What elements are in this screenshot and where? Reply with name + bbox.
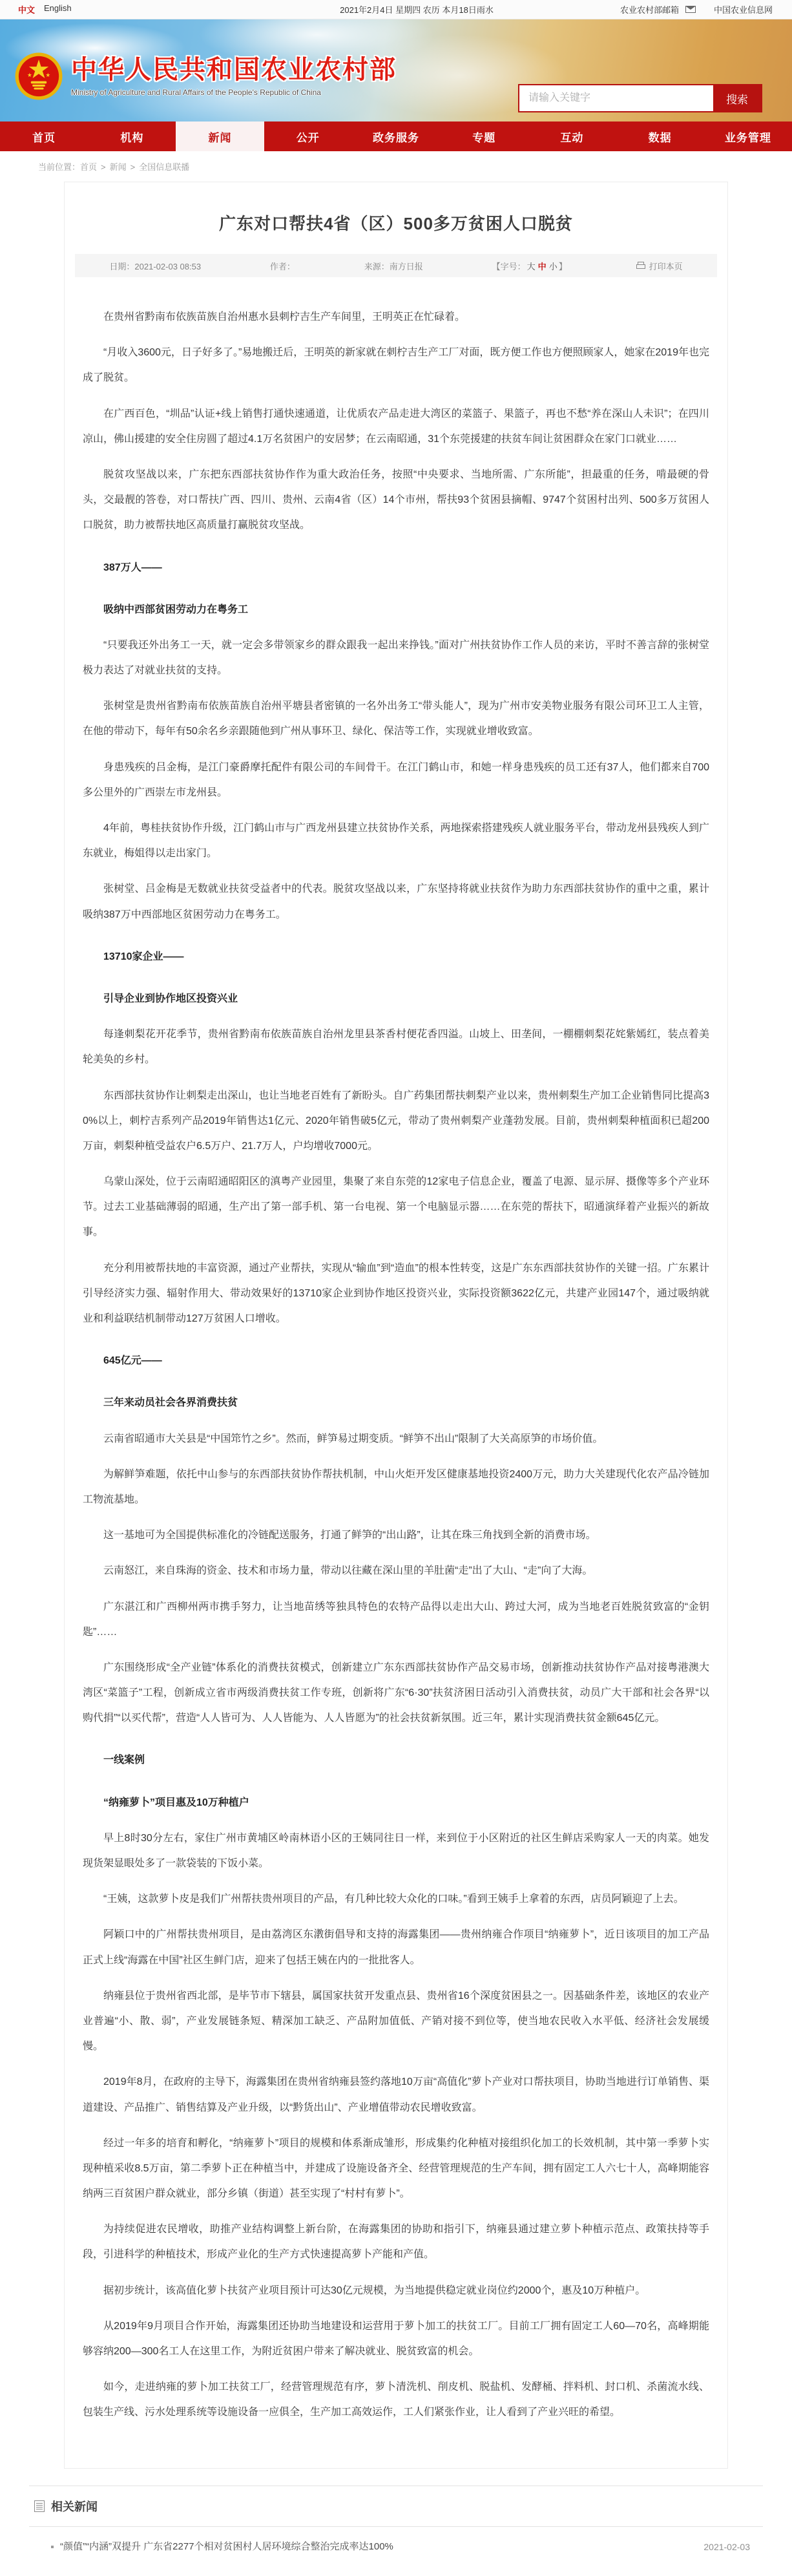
article-meta-bar — [75, 254, 717, 277]
article-paragraph: 广东围绕形成“全产业链”体系化的消费扶贫模式，创新建立广东东西部扶贫协作产品交易市场，创新推动扶贫协作产品对接粤港澳大湾区“菜篮子”工程，创新成立省市两级消费扶贫工作专班，创新将广东“6·30”扶贫济困日活动引入消费扶贫，动员广大干部和社会各界“以购代捐”“以买代帮”，营造“人人皆可为、人人皆能为、人人皆愿为”的社会扶贫新氛围。近三年，累计实现消费扶贫金额645亿元。 — [83, 1662, 709, 1724]
font-size-large-button[interactable]: 大 — [526, 261, 536, 271]
article-subheading: 387万人—— — [103, 562, 162, 573]
header-banner — [0, 19, 792, 121]
printer-icon — [636, 262, 645, 269]
search-box — [518, 84, 762, 112]
nav-item-1[interactable]: 机构 — [120, 131, 144, 144]
ministry-mailbox-link[interactable]: 农业农村部邮箱 — [620, 5, 679, 15]
article-subheading: 引导企业到协作地区投资兴业 — [103, 993, 238, 1004]
search-input[interactable] — [519, 85, 713, 111]
national-emblem-logo — [14, 52, 63, 101]
font-size-prefix: 【字号： — [492, 261, 526, 271]
article-paragraph: 每逢刺梨花开花季节，贵州省黔南布依族苗族自治州龙里县茶香村便花香四溢。山坡上、田垄间，一棚棚刺梨花姹紫嫣红，装点着美轮美奂的乡村。 — [83, 1029, 709, 1066]
mail-icon[interactable] — [685, 6, 696, 13]
meta-author: 作者： — [269, 261, 295, 271]
nav-item-3[interactable]: 公开 — [296, 131, 320, 144]
article-paragraph: 据初步统计，该高值化萝卜扶贫产业项目预计可达30亿元规模，为当地提供稳定就业岗位约2000个，惠及10万种植户。 — [103, 2285, 646, 2296]
article-subheading: 吸纳中西部贫困劳动力在粤务工 — [103, 604, 249, 615]
nav-item-8[interactable]: 业务管理 — [724, 131, 771, 144]
article-paragraph: 4年前，粤桂扶贫协作升级，江门鹤山市与广西龙州县建立扶贫协作关系，两地探索搭建残疾人就业服务平台，带动龙州县残疾人到广东就业，梅姐得以走出家门。 — [83, 823, 709, 860]
nav-item-0[interactable]: 首页 — [32, 131, 56, 144]
search-button[interactable]: 搜索 — [713, 85, 761, 111]
article-subheading: 一线案例 — [103, 1755, 145, 1766]
meta-source: 来源：南方日报 — [364, 261, 423, 271]
top-utility-bar — [0, 0, 792, 19]
article-paragraph: 在广西百色，“圳品”认证+线上销售打通快速通道，让优质农产品走进大湾区的菜篮子、果篮子，再也不愁“养在深山人未识”；在四川凉山，佛山援建的安全住房圆了超过4.1万名贫困户的安居梦；在云南昭通，31个东莞援建的扶贫车间让贫困群众在家门口就业…… — [83, 408, 709, 445]
related-news-list — [29, 2527, 763, 2576]
article-subheading: “纳雍萝卜”项目惠及10万种植户 — [103, 1797, 249, 1808]
article-paragraph: 为解鲜笋难题，依托中山参与的东西部扶贫协作帮扶机制，中山火炬开发区健康基地投资2400万元，助力大关建现代化农产品冷链加工物流基地。 — [83, 1468, 709, 1505]
article-subheading: 645亿元—— — [103, 1355, 162, 1367]
related-news-item-0[interactable] — [34, 2537, 758, 2557]
nav-item-6[interactable]: 互动 — [560, 131, 584, 144]
nav-item-5[interactable]: 专题 — [472, 131, 496, 144]
breadcrumb-link-1[interactable]: 新闻 — [109, 162, 127, 172]
article-title: 广东对口帮扶4省（区）500多万贫困人口脱贫 — [219, 214, 573, 233]
article-paragraph: 阿颖口中的广州帮扶贵州项目，是由荔湾区东漖街倡导和支持的海露集团——贵州纳雍合作项目“纳雍萝卜”，近日该项目的加工产品正式上线“海露在中国”社区生鲜门店，迎来了包括王姨在内的一批批客人。 — [83, 1929, 709, 1966]
breadcrumb-separator: > — [130, 162, 136, 172]
article-paragraph: 早上8时30分左右，家住广州市黄埔区岭南林语小区的王姨同往日一样，来到位于小区附近的社区生鲜店采购家人一天的肉菜。她发现货架显眼处多了一款袋装的下饭小菜。 — [83, 1832, 709, 1869]
article-paragraph: 东西部扶贫协作让刺梨走出深山，也让当地老百姓有了新盼头。自广药集团帮扶刺梨产业以来，贵州刺梨生产加工企业销售同比提高30%以上，刺柠吉系列产品2019年销售达1亿元、2020年销售破5亿元，带动了贵州刺梨产业蓬勃发展。目前，贵州刺梨种植面积已超200万亩，刺梨种植受益农户6.5万户、21.7万人，户均增收7000元。 — [83, 1090, 709, 1152]
article-paragraph: 张树堂是贵州省黔南布依族苗族自治州平塘县者密镇的一名外出务工“带头能人”，现为广州市安美物业服务有限公司环卫工人主管，在他的带动下，每年有50余名乡亲跟随他到广州从事环卫、绿化、保洁等工作，实现就业增收致富。 — [83, 701, 709, 737]
page-container — [17, 151, 775, 2576]
article-paragraph: 2019年8月，在政府的主导下，海露集团在贵州省纳雍县签约落地10万亩“高值化”萝卜产业对口帮扶项目，协助当地进行订单销售、渠道建设、产品推广、销售结算及产业升级，以“黔货出山”、产业增值带动农民增收致富。 — [83, 2076, 709, 2113]
article-paragraph: 乌蒙山深处，位于云南昭通昭阳区的滇粤产业园里，集聚了来自东莞的12家电子信息企业，覆盖了电源、显示屏、摄像等多个产业环节。过去工业基础薄弱的昭通，生产出了第一部手机、第一台电视、第一个电脑显示器……在东莞的帮扶下，昭通演绎着产业振兴的新故事。 — [83, 1176, 709, 1238]
breadcrumb — [17, 151, 775, 180]
article-paragraph: 张树堂、吕金梅是无数就业扶贫受益者中的代表。脱贫攻坚战以来，广东坚持将就业扶贫作为助力东西部扶贫协作的重中之重，累计吸纳387万中西部地区贫困劳动力在粤务工。 — [83, 883, 709, 920]
meta-date: 日期：2021-02-03 08:53 — [109, 261, 202, 271]
date-text: 2021年2月4日 星期四 农历 本月18日雨水 — [340, 5, 494, 15]
ministry-brand[interactable] — [14, 52, 397, 101]
article-paragraph: 脱贫攻坚战以来，广东把东西部扶贫协作作为重大政治任务，按照“中央要求、当地所需、广东所能”，担最重的任务，啃最硬的骨头，交最靓的答卷，对口帮扶广西、四川、贵州、云南4省（区）14个市州，帮扶93个贫困县摘帽、9747个贫困村出列、500多万贫困人口脱贫，助力被帮扶地区高质量打赢脱贫攻坚战。 — [83, 469, 709, 531]
nav-item-2[interactable]: 新闻 — [176, 121, 264, 151]
main-nav — [0, 121, 792, 151]
article-body — [65, 277, 727, 2442]
bullet-icon — [51, 2546, 54, 2548]
related-news-item-title[interactable]: “颜值”“内涵”双提升 广东省2277个相对贫困村人居环境综合整治完成率达100% — [60, 2540, 393, 2552]
print-page-button[interactable] — [636, 260, 683, 272]
breadcrumb-link-0[interactable]: 首页 — [80, 162, 98, 172]
print-label: 打印本页 — [649, 261, 683, 271]
breadcrumb-separator: > — [101, 162, 106, 172]
article-paragraph: “王姨，这款萝卜皮是我们广州帮扶贵州项目的产品，有几种比较大众化的口味。”看到王姨手上拿着的东西，店员阿颖迎了上去。 — [103, 1894, 684, 1905]
font-size-small-button[interactable]: 小 — [548, 261, 558, 271]
breadcrumb-link-2[interactable]: 全国信息联播 — [139, 162, 190, 172]
article-paragraph: 如今，走进纳雍的萝卜加工扶贫工厂，经营管理规范有序，萝卜清洗机、削皮机、脱盐机、发酵桶、拌料机、封口机、杀菌流水线、包装生产线、污水处理系统等设施设备一应俱全，生产加工高效运作，工人们紧张作业，让人看到了产业兴旺的希望。 — [83, 2381, 709, 2418]
ministry-name-en: Ministry of Agriculture and Rural Affairs of the People's Republic of China — [71, 88, 321, 97]
lang-switch-en[interactable]: English — [44, 3, 72, 13]
article-paragraph: 充分利用被帮扶地的丰富资源，通过产业帮扶，实现从“输血”到“造血”的根本性转变，这是广东东西部扶贫协作的关键一招。广东累计引导经济实力强、辐射作用大、带动效果好的13710家企业到协作地区投资兴业，实际投资额3622亿元，共建产业园147个，通过吸纳就业和利益联结机制带动127万贫困人口增收。 — [83, 1262, 709, 1324]
article-paragraph: 从2019年9月项目合作开始，海露集团还协助当地建设和运营用于萝卜加工的扶贫工厂。目前工厂拥有固定工人60—70名，高峰期能够容纳200—300名工人在这里工作，为附近贫困户带来了解决就业、脱贫致富的机会。 — [83, 2320, 709, 2357]
related-news-section — [29, 2486, 763, 2576]
font-size-medium-button[interactable]: 中 — [537, 261, 547, 271]
article-paragraph: 在贵州省黔南布依族苗族自治州惠水县刺柠吉生产车间里，王明英正在忙碌着。 — [103, 311, 466, 322]
related-news-title: 相关新闻 — [51, 2500, 98, 2513]
article-paragraph: 云南怒江，来自珠海的资金、技术和市场力量，带动以往藏在深山里的羊肚菌“走”出了大山、“走”向了大海。 — [103, 1565, 593, 1577]
article-paragraph: 身患残疾的吕金梅，是江门豪爵摩托配件有限公司的车间骨干。在江门鹤山市，和她一样身患残疾的员工还有37人，他们都来自700多公里外的广西崇左市龙州县。 — [83, 761, 709, 798]
related-news-item-date: 2021-02-03 — [703, 2541, 750, 2552]
article-paragraph: 广东湛江和广西柳州两市携手努力，让当地苗绣等独具特色的农特产品得以走出大山、跨过大河，成为当地老百姓脱贫致富的“金钥匙”…… — [83, 1601, 709, 1638]
agri-info-site-link[interactable]: 中国农业信息网 — [713, 5, 773, 15]
ministry-name: 中华人民共和国农业农村部 — [71, 56, 397, 84]
nav-item-7[interactable]: 数据 — [648, 131, 672, 144]
document-icon — [34, 2500, 45, 2512]
article-paragraph: 云南省昭通市大关县是“中国筇竹之乡”。然而，鲜笋易过期变质。“鲜笋不出山”限制了大关高原笋的市场价值。 — [103, 1433, 603, 1444]
article-paragraph: 经过一年多的培育和孵化，“纳雍萝卜”项目的规模和体系渐成雏形，形成集约化种植对接组织化加工的长效机制，其中第一季萝卜实现种植采收8.5万亩，第二季萝卜正在种植当中，并建成了设施设备齐全、经营管理规范的生产车间，拥有固定工人六七十人，高峰期能容纳两三百贫困户群众就业，部分乡镇（街道）甚至实现了“村村有萝卜”。 — [83, 2137, 709, 2200]
nav-item-4[interactable]: 政务服务 — [372, 131, 419, 144]
article-paragraph: 纳雍县位于贵州省西北部，是毕节市下辖县，属国家扶贫开发重点县、贵州省16个深度贫困县之一。因基础条件差，该地区的农业产业普遍“小、散、弱”，产业发展链条短、精深加工缺乏、产品附加值低、产销对接不到位等，使当地农民收入水平低、经济社会发展缓慢。 — [83, 1990, 709, 2053]
font-size-control — [492, 260, 567, 272]
font-size-suffix: 】 — [558, 261, 567, 271]
article-paragraph: 为持续促进农民增收，助推产业结构调整上新台阶，在海露集团的协助和指引下，纳雍县通过建立萝卜种植示范点、政策扶持等手段，引进科学的种植技术，形成产业化的生产方式快速提高萝卜产能和产值。 — [83, 2224, 709, 2261]
article-paragraph: “只要我还外出务工一天，就一定会多带领家乡的群众跟我一起出来挣钱。”面对广州扶贫协作工作人员的来访，平时不善言辞的张树堂极力表达了对就业扶贫的支持。 — [83, 639, 709, 677]
article-subheading: 13710家企业—— — [103, 951, 184, 962]
breadcrumb-prefix: 当前位置： — [38, 162, 81, 172]
article-subheading: 三年来动员社会各界消费扶贫 — [103, 1397, 238, 1409]
article-card — [64, 182, 728, 2469]
lang-switch-zh[interactable]: 中文 — [18, 5, 36, 15]
article-paragraph: “月收入3600元，日子好多了。”易地搬迁后，王明英的新家就在刺柠吉生产工厂对面，既方便工作也方便照顾家人，她家在2019年也完成了脱贫。 — [83, 347, 709, 384]
article-paragraph: 这一基地可为全国提供标准化的冷链配送服务，打通了鲜笋的“出山路”，让其在珠三角找到全新的消费市场。 — [103, 1530, 596, 1541]
